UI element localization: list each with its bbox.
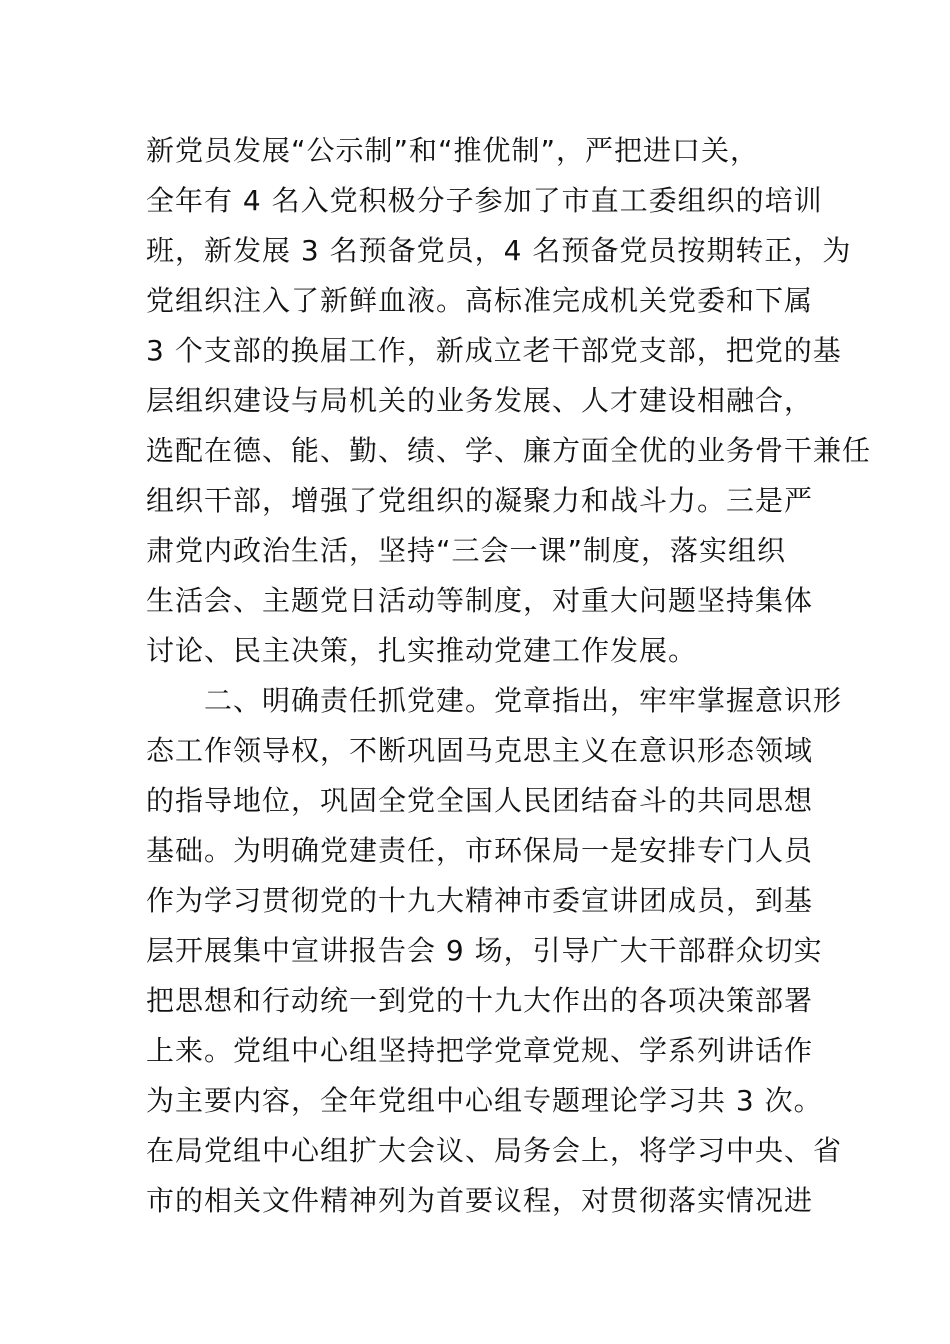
text-line: 把思想和行动统一到党的十九大作出的各项决策部署 [146,984,814,1017]
text-line: 上来。党组中心组坚持把学党章党规、学系列讲话作 [146,1034,814,1067]
text-line: 讨论、民主决策，扎实推动党建工作发展。 [146,634,698,667]
text-line: 层开展集中宣讲报告会 9 场，引导广大干部群众切实 [146,934,823,967]
text-line: 班，新发展 3 名预备党员，4 名预备党员按期转正，为 [146,234,852,267]
text-line: 肃党内政治生活，坚持“三会一课”制度，落实组织 [146,534,787,567]
text-line: 的指导地位，巩固全党全国人民团结奋斗的共同思想 [146,784,814,817]
text-line: 全年有 4 名入党积极分子参加了市直工委组织的培训 [146,184,823,217]
text-line: 选配在德、能、勤、绩、学、廉方面全优的业务骨干兼任 [146,434,872,467]
text-line: 组织干部，增强了党组织的凝聚力和战斗力。三是严 [146,484,814,517]
text-line: 为主要内容，全年党组中心组专题理论学习共 3 次。 [146,1084,823,1117]
text-line: 在局党组中心组扩大会议、局务会上，将学习中央、省 [146,1134,843,1167]
paragraph-start-line: 二、明确责任抓党建。党章指出，牢牢掌握意识形 [146,684,843,717]
text-line: 基础。为明确党建责任，市环保局一是安排专门人员 [146,834,814,867]
text-line: 层组织建设与局机关的业务发展、人才建设相融合， [146,384,814,417]
text-line: 生活会、主题党日活动等制度，对重大问题坚持集体 [146,584,814,617]
text-line: 党组织注入了新鲜血液。高标准完成机关党委和下属 [146,284,814,317]
body-text [146,126,872,1226]
text-line: 态工作领导权，不断巩固马克思主义在意识形态领域 [146,734,814,767]
text-line: 3 个支部的换届工作，新成立老干部党支部，把党的基 [146,334,842,367]
text-line: 作为学习贯彻党的十九大精神市委宣讲团成员，到基 [146,884,814,917]
text-line: 市的相关文件精神列为首要议程，对贯彻落实情况进 [146,1184,814,1217]
text-line: 新党员发展“公示制”和“推优制”，严把进口关， [146,134,760,167]
